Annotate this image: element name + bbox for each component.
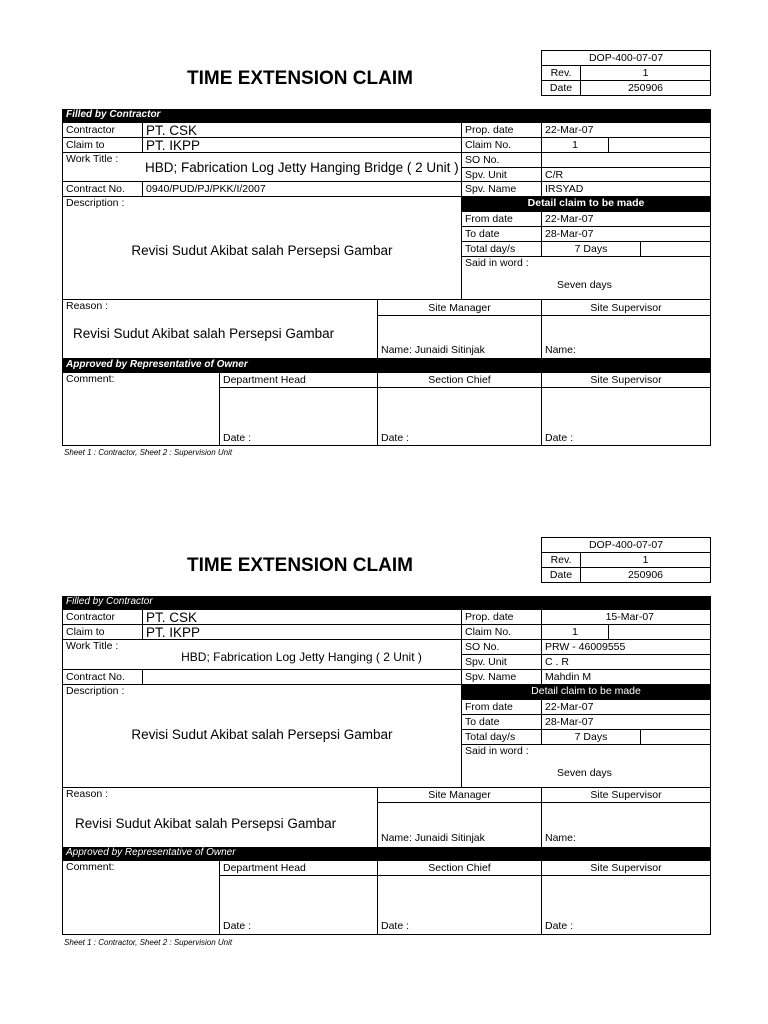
- claim-no-spacer: [608, 137, 711, 153]
- from-date-label: From date: [461, 211, 542, 227]
- contract-no-value: 0940/PUD/PJ/PKK/I/2007: [142, 181, 462, 197]
- site-manager-sign-box: [377, 802, 542, 848]
- said-in-word-label: Said in word :: [465, 257, 529, 269]
- site-supervisor2-sign-box: [541, 387, 711, 446]
- page-title: TIME EXTENSION CLAIM: [187, 68, 413, 89]
- prop-date-value: 15-Mar-07: [541, 609, 711, 625]
- comment-label: Comment:: [66, 373, 115, 385]
- comment-box: [62, 860, 220, 935]
- site-supervisor-sign-box: [541, 315, 711, 359]
- description-box: [62, 196, 462, 300]
- site-supervisor2-date: Date :: [545, 920, 574, 932]
- to-date-value: 28-Mar-07: [541, 714, 711, 730]
- claim-to-label: Claim to: [62, 137, 143, 153]
- from-date-value: 22-Mar-07: [541, 211, 711, 227]
- doc-header-box: [541, 537, 711, 583]
- rev-label: Rev.: [542, 553, 581, 568]
- said-in-word-box: [461, 256, 711, 300]
- total-days-value: 7 Days: [541, 241, 641, 257]
- spv-unit-label: Spv. Unit: [461, 654, 542, 670]
- said-in-word-value: Seven days: [557, 767, 612, 779]
- reason-label: Reason :: [66, 788, 109, 800]
- reason-box: [62, 787, 378, 848]
- description-value: Revisi Sudut Akibat salah Persepsi Gambar: [131, 243, 393, 258]
- site-manager-label: Site Manager: [377, 299, 542, 316]
- rev-value: 1: [581, 66, 711, 81]
- claim-sheet-1: [0, 0, 768, 457]
- department-head-date: Date :: [223, 432, 252, 444]
- so-no-value: [541, 152, 711, 168]
- rev-label: Rev.: [542, 66, 581, 81]
- contract-no-value: [142, 669, 462, 685]
- section-chief-sign-box: [377, 875, 542, 935]
- rev-value: 1: [581, 553, 711, 568]
- total-days-spacer: [640, 241, 711, 257]
- contractor-value: PT. CSK: [142, 609, 462, 625]
- prop-date-label: Prop. date: [461, 609, 542, 625]
- section-chief-date: Date :: [381, 432, 410, 444]
- date-value: 250906: [581, 568, 711, 583]
- prop-date-label: Prop. date: [461, 122, 542, 138]
- prop-date-value: 22-Mar-07: [541, 122, 711, 138]
- claim-no-label: Claim No.: [461, 137, 542, 153]
- reason-value: Revisi Sudut Akibat salah Persepsi Gambar: [73, 326, 335, 341]
- department-head-label: Department Head: [219, 372, 378, 388]
- description-label: Description :: [66, 197, 125, 209]
- claim-no-spacer: [608, 624, 711, 640]
- site-supervisor2-label: Site Supervisor: [541, 372, 711, 388]
- to-date-label: To date: [461, 226, 542, 242]
- filled-by-bar: Filled by Contractor: [62, 109, 711, 122]
- site-supervisor-name: Name:: [545, 832, 576, 844]
- said-in-word-label: Said in word :: [465, 745, 529, 757]
- work-title-label: Work Title :: [62, 639, 143, 670]
- department-head-sign-box: [219, 387, 378, 446]
- comment-box: [62, 372, 220, 446]
- description-label: Description :: [66, 685, 125, 697]
- spv-unit-label: Spv. Unit: [461, 167, 542, 182]
- spv-name-value: Mahdin M: [541, 669, 711, 685]
- total-days-value: 7 Days: [541, 729, 641, 745]
- total-days-spacer: [640, 729, 711, 745]
- section-chief-date: Date :: [381, 920, 410, 932]
- to-date-value: 28-Mar-07: [541, 226, 711, 242]
- spv-name-label: Spv. Name: [461, 669, 542, 685]
- site-supervisor-label: Site Supervisor: [541, 299, 711, 316]
- site-supervisor-sign-box: [541, 802, 711, 848]
- site-supervisor2-date: Date :: [545, 432, 574, 444]
- said-in-word-value: Seven days: [557, 279, 612, 291]
- section-chief-label: Section Chief: [377, 860, 542, 876]
- claim-to-value: PT. IKPP: [142, 624, 462, 640]
- date-label: Date: [542, 568, 581, 583]
- site-supervisor-name: Name:: [545, 344, 576, 356]
- site-manager-name: Name: Junaidi Sitinjak: [381, 832, 485, 844]
- department-head-date: Date :: [223, 920, 252, 932]
- site-manager-name: Name: Junaidi Sitinjak: [381, 344, 485, 356]
- work-title-value: HBD; Fabrication Log Jetty Hanging Bridge ( 2 Unit ): [142, 152, 462, 182]
- so-no-label: SO No.: [461, 152, 542, 168]
- total-days-label: Total day/s: [461, 241, 542, 257]
- contract-no-label: Contract No.: [62, 181, 143, 197]
- section-chief-sign-box: [377, 387, 542, 446]
- contractor-label: Contractor: [62, 122, 143, 138]
- so-no-value: PRW - 46009555: [541, 639, 711, 655]
- said-in-word-box: [461, 744, 711, 788]
- department-head-sign-box: [219, 875, 378, 935]
- reason-box: [62, 299, 378, 359]
- department-head-label: Department Head: [219, 860, 378, 876]
- claim-no-label: Claim No.: [461, 624, 542, 640]
- approved-by-bar: Approved by Representative of Owner: [62, 359, 711, 372]
- date-label: Date: [542, 81, 581, 96]
- from-date-label: From date: [461, 699, 542, 715]
- reason-label: Reason :: [66, 300, 109, 312]
- contractor-label: Contractor: [62, 609, 143, 625]
- approved-by-bar: Approved by Representative of Owner: [62, 847, 711, 860]
- claim-to-label: Claim to: [62, 624, 143, 640]
- section-chief-label: Section Chief: [377, 372, 542, 388]
- claim-sheet-2: [0, 487, 768, 947]
- comment-label: Comment:: [66, 861, 115, 873]
- reason-value: Revisi Sudut Akibat salah Persepsi Gambar: [75, 816, 337, 831]
- site-supervisor2-label: Site Supervisor: [541, 860, 711, 876]
- work-title-label: Work Title :: [62, 152, 143, 182]
- footnote: Sheet 1 : Contractor, Sheet 2 : Supervision Unit: [64, 938, 233, 947]
- footnote: Sheet 1 : Contractor, Sheet 2 : Supervision Unit: [64, 448, 233, 457]
- spv-name-label: Spv. Name: [461, 181, 542, 197]
- spv-name-value: IRSYAD: [541, 181, 711, 197]
- total-days-label: Total day/s: [461, 729, 542, 745]
- date-value: 250906: [581, 81, 711, 96]
- claim-to-value: PT. IKPP: [142, 137, 462, 153]
- claim-no-value: 1: [541, 624, 609, 640]
- page-title: TIME EXTENSION CLAIM: [187, 555, 413, 576]
- site-supervisor-label: Site Supervisor: [541, 787, 711, 803]
- detail-claim-bar: Detail claim to be made: [461, 685, 711, 699]
- site-supervisor2-sign-box: [541, 875, 711, 935]
- site-manager-sign-box: [377, 315, 542, 359]
- doc-code: DOP-400-07-07: [542, 51, 711, 66]
- detail-claim-bar: Detail claim to be made: [461, 197, 711, 211]
- work-title-value: HBD; Fabrication Log Jetty Hanging ( 2 Unit ): [142, 639, 462, 670]
- spv-unit-value: C/R: [541, 167, 711, 182]
- so-no-label: SO No.: [461, 639, 542, 655]
- from-date-value: 22-Mar-07: [541, 699, 711, 715]
- description-box: [62, 684, 462, 788]
- site-manager-label: Site Manager: [377, 787, 542, 803]
- contract-no-label: Contract No.: [62, 669, 143, 685]
- to-date-label: To date: [461, 714, 542, 730]
- contractor-value: PT. CSK: [142, 122, 462, 138]
- claim-no-value: 1: [541, 137, 609, 153]
- filled-by-bar: Filled by Contractor: [62, 596, 711, 609]
- doc-code: DOP-400-07-07: [542, 538, 711, 553]
- description-value: Revisi Sudut Akibat salah Persepsi Gambar: [131, 727, 393, 742]
- doc-header-box: [541, 50, 711, 96]
- spv-unit-value: C . R: [541, 654, 711, 670]
